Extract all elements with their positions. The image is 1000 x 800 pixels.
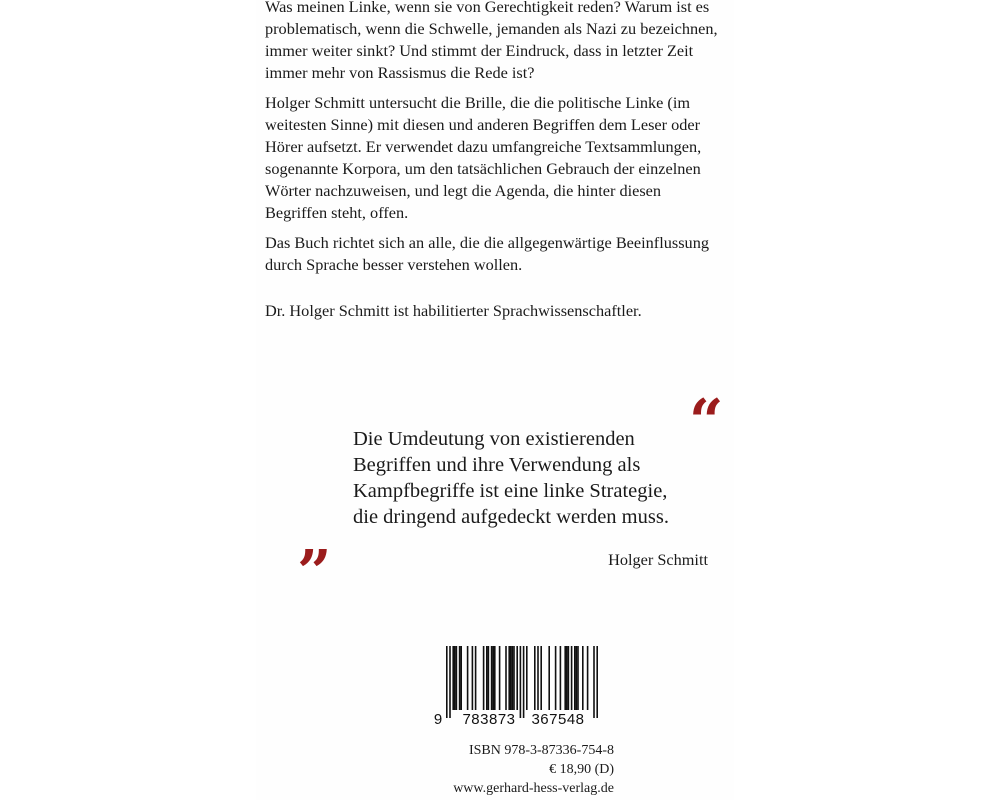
barcode-bar: [449, 646, 451, 718]
price: € 18,90 (D): [549, 762, 614, 777]
barcode-bar: [460, 646, 462, 710]
barcode-bar: [593, 646, 595, 718]
barcode-bar: [475, 646, 477, 710]
barcode-bar: [472, 646, 474, 710]
text-line: Das Buch richtet sich an alle, die die allgegenwärtige Beeinflussung: [265, 233, 709, 252]
barcode-bar: [596, 646, 598, 718]
barcode-bar: [483, 646, 485, 710]
barcode-bar: [494, 646, 496, 710]
barcode-bar: [454, 646, 456, 710]
barcode-bar: [571, 646, 573, 710]
barcode-bar: [492, 646, 494, 710]
text-line: Was meinen Linke, wenn sie von Gerechtigkeit reden? Warum ist es: [265, 0, 710, 16]
barcode-bar: [568, 646, 570, 710]
barcode-bar: [486, 646, 488, 710]
blurb-paragraph-2: [265, 92, 735, 224]
author-note: Dr. Holger Schmitt ist habilitierter Sprachwissenschaftler.: [265, 301, 642, 320]
barcode-bar: [516, 646, 518, 710]
barcode-bar: [540, 646, 542, 710]
text-line: Wörter nachzuweisen, und legt die Agenda, die hinter diesen: [265, 181, 662, 200]
barcode-bar: [537, 646, 539, 710]
text-line: Begriffen steht, offen.: [265, 203, 409, 222]
barcode-bar: [577, 646, 579, 710]
barcode-bar: [499, 646, 501, 710]
pull-quote: [353, 426, 713, 530]
barcode-bar: [526, 646, 528, 710]
text-line: Holger Schmitt untersucht die Brille, die die politische Linke (im: [265, 93, 691, 112]
isbn-barcode: [432, 646, 598, 728]
text-line: Hörer aufsetzt. Er verwendet dazu umfangreiche Textsammlungen,: [265, 137, 702, 156]
text-line: sogenannte Korpora, um den tatsächlichen Gebrauch der einzelnen: [265, 159, 701, 178]
barcode-bar: [491, 646, 493, 710]
barcode-bar: [513, 646, 515, 710]
open-quote-mark: “: [689, 387, 724, 457]
blurb-paragraph-1: [265, 0, 735, 84]
barcode-bar: [508, 646, 510, 710]
text-line: immer weiter sinkt? Und stimmt der Eindruck, dass in letzter Zeit: [265, 41, 694, 60]
barcode-bar: [587, 646, 589, 710]
barcode-bar: [523, 646, 525, 718]
barcode-bar: [505, 646, 507, 710]
barcode-bar: [452, 646, 454, 710]
publisher-website: www.gerhard-hess-verlag.de: [453, 781, 614, 796]
isbn-number: ISBN 978-3-87336-754-8: [468, 743, 614, 758]
barcode-bar: [564, 646, 566, 710]
quote-author: Holger Schmitt: [608, 550, 708, 569]
barcode-bar: [576, 646, 578, 710]
barcode-bar: [555, 646, 557, 710]
text-line: weitesten Sinne) mit diesen und anderen Begriffen dem Leser oder: [265, 115, 701, 134]
barcode-bar: [566, 646, 568, 710]
quote-line: Die Umdeutung von existierenden: [353, 428, 635, 450]
barcode-bar: [574, 646, 576, 710]
barcode-digits-right: 367548: [531, 711, 585, 728]
barcode-digit-lead: 9: [433, 711, 443, 728]
text-line: durch Sprache besser verstehen wollen.: [265, 255, 523, 274]
blurb-text: [265, 0, 735, 284]
barcode-bar: [548, 646, 550, 710]
text-line: immer mehr von Rassismus die Rede ist?: [265, 63, 535, 82]
blurb-paragraph-3: [265, 232, 735, 276]
barcode-bar: [459, 646, 461, 710]
barcode-bar: [582, 646, 584, 710]
barcode-bar: [467, 646, 469, 710]
barcode-bar: [520, 646, 522, 718]
barcode-bar: [510, 646, 512, 710]
barcode-digits-left: 783873: [462, 711, 516, 728]
publication-info: [400, 741, 614, 798]
barcode-bar: [560, 646, 562, 710]
quote-line: Kampfbegriffe ist eine linke Strategie,: [353, 480, 668, 502]
quote-line: die dringend aufgedeckt werden muss.: [353, 506, 669, 528]
barcode-bar: [488, 646, 490, 710]
barcode-bar: [534, 646, 536, 710]
barcode-graphic: [432, 646, 598, 728]
barcode-bar: [512, 646, 514, 710]
close-quote-mark: ”: [297, 538, 332, 608]
barcode-bars: [446, 646, 598, 718]
text-line: problematisch, wenn die Schwelle, jemanden als Nazi zu bezeichnen,: [265, 19, 718, 38]
quote-line: Begriffen und ihre Verwendung als: [353, 454, 641, 476]
barcode-bar: [446, 646, 448, 718]
barcode-bar: [456, 646, 458, 710]
